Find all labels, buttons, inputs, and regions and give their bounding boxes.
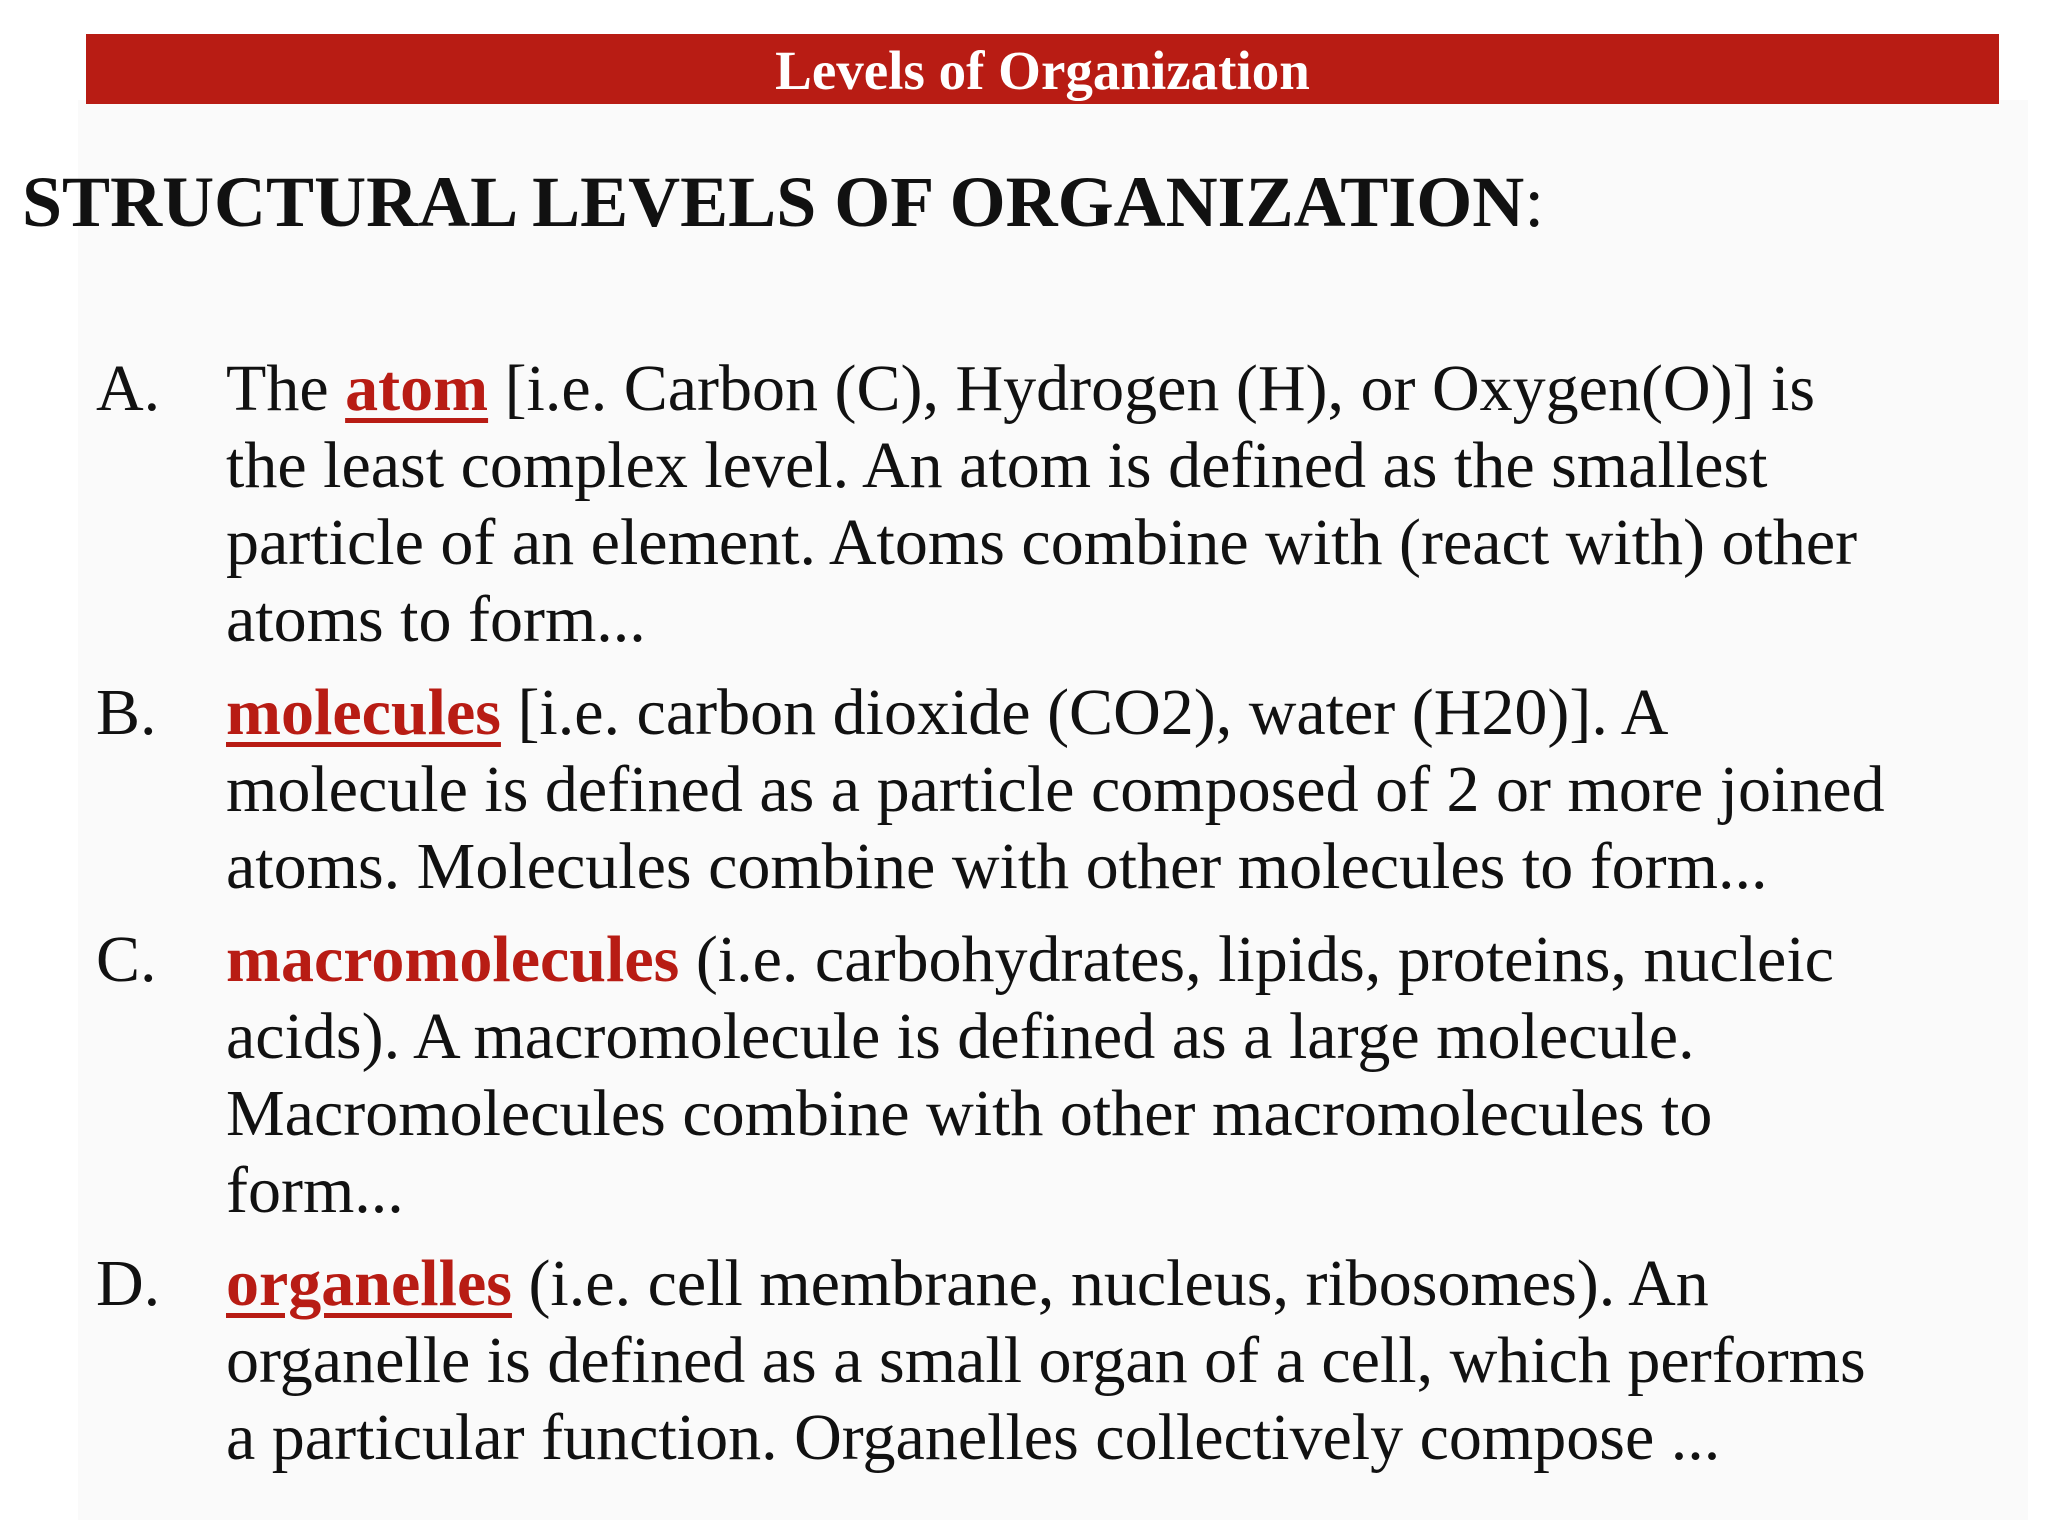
body-line: Macromolecules combine with other macromolecules to (226, 1077, 1713, 1150)
body-line: particle of an element. Atoms combine with (react with) other (226, 506, 1858, 579)
first-line (226, 921, 2016, 998)
slide-title-bar (86, 34, 1999, 104)
list-item-macromolecules (96, 921, 2036, 1229)
lead-text: The (226, 352, 346, 425)
list-item-body (226, 674, 2016, 905)
term-macromolecules: macromolecules (226, 923, 680, 996)
term-description: [i.e. carbon dioxide (CO2), water (H20)]. A (500, 676, 1669, 749)
body-line: the least complex level. An atom is defined as the smallest (226, 429, 1768, 502)
first-line (226, 674, 2016, 751)
body-line: form... (226, 1154, 404, 1227)
first-line (226, 350, 2016, 427)
section-heading-colon: : (1524, 162, 1545, 242)
body-line: organelle is defined as a small organ of a cell, which performs (226, 1324, 1866, 1397)
list-item-atom (96, 350, 2036, 658)
levels-list (96, 350, 2036, 1476)
list-marker: C. (96, 923, 157, 996)
body-line: molecule is defined as a particle composed of 2 or more joined (226, 753, 1885, 826)
term-description: (i.e. carbohydrates, lipids, proteins, nucleic (679, 923, 1834, 996)
list-marker: D. (96, 1247, 161, 1320)
list-marker: B. (96, 676, 157, 749)
body-line: a particular function. Organelles collectively compose ... (226, 1401, 1721, 1474)
term-molecules: molecules (226, 676, 501, 749)
section-heading-text: STRUCTURAL LEVELS OF ORGANIZATION (22, 162, 1525, 242)
term-description: (i.e. cell membrane, nucleus, ribosomes). An (511, 1247, 1709, 1320)
term-atom: atom (345, 352, 489, 425)
list-item-body (226, 921, 2016, 1229)
section-heading (22, 155, 1544, 249)
term-description: [i.e. Carbon (C), Hydrogen (H), or Oxygen(O)] is (488, 352, 1816, 425)
term-organelles: organelles (226, 1247, 512, 1320)
body-line: acids). A macromolecule is defined as a large molecule. (226, 1000, 1695, 1073)
list-item-molecules (96, 674, 2036, 905)
body-line: atoms to form... (226, 583, 646, 656)
list-marker: A. (96, 352, 161, 425)
list-item-body (226, 350, 2016, 658)
list-item-body (226, 1245, 2016, 1476)
body-line: atoms. Molecules combine with other molecules to form... (226, 830, 1768, 903)
first-line (226, 1245, 2016, 1322)
list-item-organelles (96, 1245, 2036, 1476)
slide-title: Levels of Organization (775, 40, 1310, 101)
